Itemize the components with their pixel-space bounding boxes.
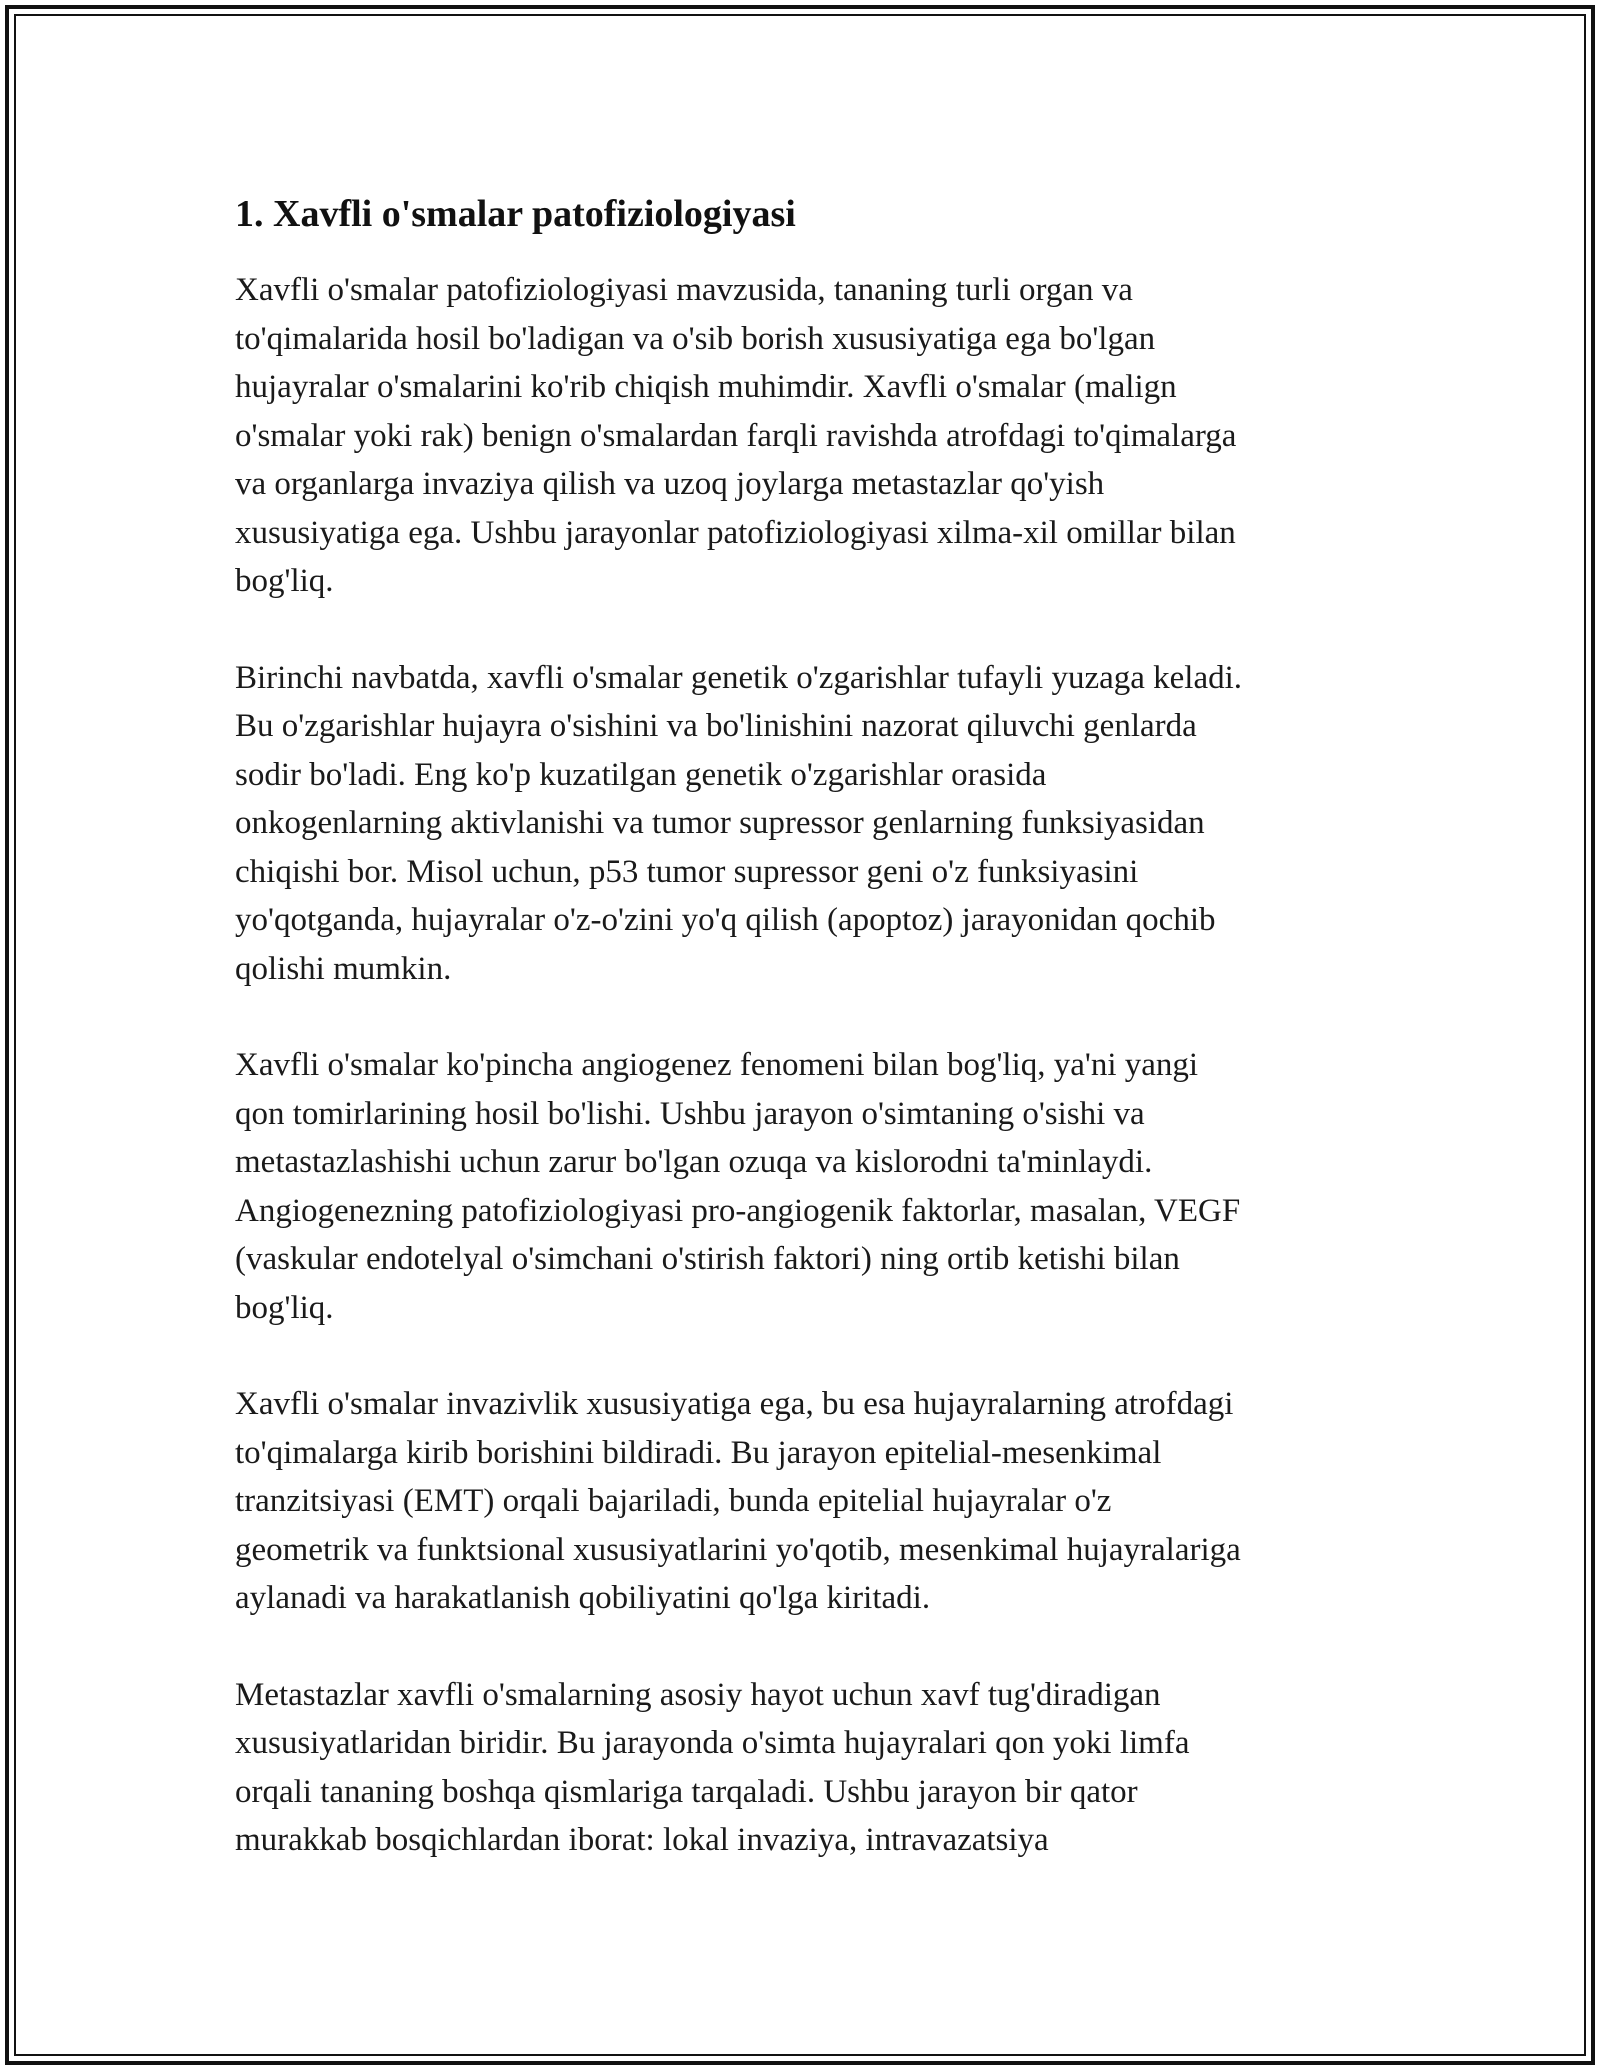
paragraph-line: Metastazlar xavfli o'smalarning asosiy hayot uchun xavf tug'diradigan xyxy=(235,1676,1161,1713)
paragraph xyxy=(235,1380,1365,1623)
paragraph-line: xususiyatiga ega. Ushbu jarayonlar patofiziologiyasi xilma-xil omillar bilan xyxy=(235,514,1236,551)
paragraph-line: yo'qotganda, hujayralar o'z-o'zini yo'q qilish (apoptoz) jarayonidan qochib xyxy=(235,902,1216,938)
paragraph-line: xususiyatlaridan biridir. Bu jarayonda o'simta hujayralari qon yoki limfa xyxy=(235,1725,1190,1761)
paragraph-line: murakkab bosqichlardan iborat: lokal invaziya, intravazatsiya xyxy=(235,1822,1049,1858)
paragraph-line: tranzitsiyasi (EMT) orqali bajariladi, bunda epitelial hujayralar o'z xyxy=(235,1483,1112,1519)
paragraph-line: o'smalar yoki rak) benign o'smalardan farqli ravishda atrofdagi to'qimalarga xyxy=(235,417,1237,454)
paragraph-line: metastazlashishi uchun zarur bo'lgan ozuqa va kislorodni ta'minlaydi. xyxy=(235,1144,1153,1180)
paragraph-line: hujayralar o'smalarini ko'rib chiqish muhimdir. Xavfli o'smalar (malign xyxy=(235,369,1177,405)
paragraph-line: chiqishi bor. Misol uchun, p53 tumor supressor geni o'z funksiyasini xyxy=(235,853,1139,890)
paragraph-line: Birinchi navbatda, xavfli o'smalar genetik o'zgarishlar tufayli yuzaga keladi. xyxy=(235,659,1243,696)
paragraph-line: Xavfli o'smalar patofiziologiyasi mavzusida, tananing turli organ va xyxy=(235,272,1133,308)
paragraph xyxy=(235,654,1365,994)
paragraph xyxy=(235,266,1365,606)
paragraph-line: va organlarga invaziya qilish va uzoq joylarga metastazlar qo'yish xyxy=(235,466,1105,502)
paragraph-list xyxy=(235,266,1365,1865)
paragraph-line: bog'liq. xyxy=(235,1289,334,1326)
paragraph-line: aylanadi va harakatlanish qobiliyatini qo'lga kiritadi. xyxy=(235,1580,931,1616)
document-body xyxy=(235,188,1365,1913)
paragraph-line: onkogenlarning aktivlanishi va tumor supressor genlarning funksiyasidan xyxy=(235,805,1205,841)
paragraph-line: qolishi mumkin. xyxy=(235,950,452,987)
paragraph-line: to'qimalarga kirib borishini bildiradi. Bu jarayon epitelial-mesenkimal xyxy=(235,1434,1162,1471)
paragraph-line: geometrik va funktsional xususiyatlarini yo'qotib, mesenkimal hujayralariga xyxy=(235,1531,1241,1568)
paragraph-line: Angiogenezning patofiziologiyasi pro-angiogenik faktorlar, masalan, VEGF xyxy=(235,1192,1241,1229)
paragraph xyxy=(235,1671,1365,1865)
paragraph xyxy=(235,1041,1365,1332)
paragraph-line: orqali tananing boshqa qismlariga tarqaladi. Ushbu jarayon bir qator xyxy=(235,1773,1138,1810)
paragraph-line: bog'liq. xyxy=(235,563,334,599)
paragraph-line: (vaskular endotelyal o'simchani o'stirish faktori) ning ortib ketishi bilan xyxy=(235,1241,1180,1277)
section-heading: 1. Xavfli o'smalar patofiziologiyasi xyxy=(235,193,796,235)
paragraph-line: to'qimalarida hosil bo'ladigan va o'sib borish xususiyatiga ega bo'lgan xyxy=(235,320,1156,357)
paragraph-line: Xavfli o'smalar ko'pincha angiogenez fenomeni bilan bog'liq, ya'ni yangi xyxy=(235,1047,1199,1083)
paragraph-line: sodir bo'ladi. Eng ko'p kuzatilgan genetik o'zgarishlar orasida xyxy=(235,756,1047,793)
paragraph-line: Bu o'zgarishlar hujayra o'sishini va bo'linishini nazorat qiluvchi genlarda xyxy=(235,708,1197,744)
paragraph-line: Xavfli o'smalar invazivlik xususiyatiga ega, bu esa hujayralarning atrofdagi xyxy=(235,1386,1234,1422)
paragraph-line: qon tomirlarining hosil bo'lishi. Ushbu jarayon o'simtaning o'sishi va xyxy=(235,1095,1145,1132)
